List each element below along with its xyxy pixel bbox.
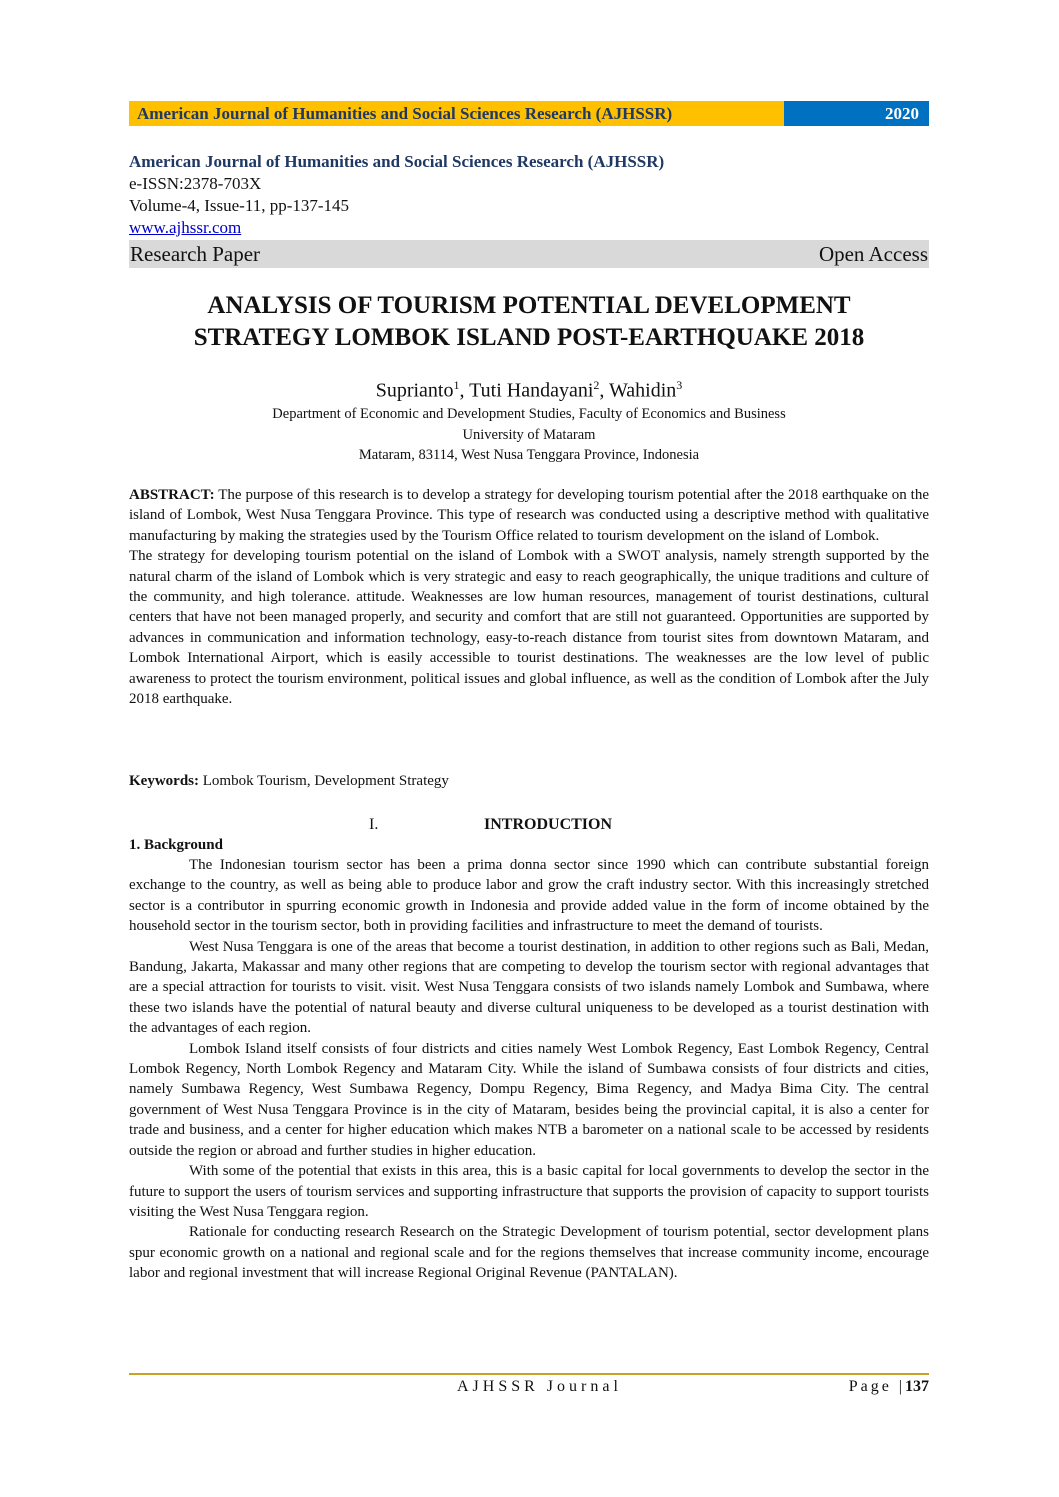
affiliation-line-2: University of Mataram xyxy=(462,426,596,443)
introduction-body xyxy=(129,855,929,1284)
footer-divider xyxy=(129,1373,929,1375)
affiliation-line-3: Mataram, 83114, West Nusa Tenggara Province, Indonesia xyxy=(358,447,700,463)
affiliation xyxy=(129,404,929,466)
author-separator: , xyxy=(459,379,470,402)
meta-journal-name: American Journal of Humanities and Social Sciences Research (AJHSSR) xyxy=(129,152,665,171)
intro-paragraph: With some of the potential that exists in this area, this is a basic capital for local governments to develop the sector in the future to support the users of tourism services and supporting infrastructure that supports the provision of capacity to support tourists visiting the West Nusa Tenggara region. xyxy=(129,1163,929,1220)
meta-issn: e-ISSN:2378-703X xyxy=(129,174,262,193)
paper-title xyxy=(129,290,929,354)
author-name: Suprianto xyxy=(375,379,454,402)
abstract-label: ABSTRACT: xyxy=(129,487,215,503)
abstract-text-1: The purpose of this research is to develop a strategy for developing tourism potential after the 2018 earthquake on the island of Lombok, West Nusa Tenggara Province. This type of research was conducted using a descriptive method with qualitative manufacturing by making the strategies used by the Tourism Office related to tourism development on the island of Lombok. xyxy=(129,487,929,544)
access-type-label: Open Access xyxy=(818,242,928,266)
journal-website-link[interactable]: www.ajhssr.com xyxy=(129,218,242,237)
keywords-text: Lombok Tourism, Development Strategy xyxy=(199,773,449,789)
section-number: I. xyxy=(369,816,379,833)
running-header xyxy=(129,101,929,126)
intro-paragraph: The Indonesian tourism sector has been a prima donna sector since 1990 which can contribute substantial foreign exchange to the country, as well as being able to produce labor and grow the craft industry sector. With this increasingly stretched sector is a contributor in spurring economic growth in Indonesia and provide added value in the form of income obtained by the household sector in the tourism sector, both in providing facilities and infrastructure to meet the demand of tourists. xyxy=(129,857,929,935)
footer-journal: AJHSSR Journal xyxy=(457,1378,622,1395)
author-name: Wahidin xyxy=(609,379,677,402)
keywords xyxy=(129,771,929,791)
abstract-paragraph-2: The strategy for developing tourism potential on the island of Lombok with a SWOT analysis, namely strength supported by the natural charm of the island of Lombok which is very strategic and easy to reach geographically, the unique traditions and culture of the community, and high tolerance. attitude. Weaknesses are low human resources, management of tourist destinations, cultural centers that have not been managed properly, and security and comfort that are still not guaranteed. Opportunities are supported by advances in communication and information technology, easy-to-reach distance from tourist sites from downtown Mataram, and Lombok International Airport, which is easily accessible to tourist destinations. The weaknesses are the low level of public awareness to protect the tourism environment, political issues and global influence, as well as the condition of Lombok after the July 2018 earthquake. xyxy=(129,548,929,708)
footer-page-number: 137 xyxy=(905,1378,929,1395)
header-journal-name: American Journal of Humanities and Social Sciences Research (AJHSSR) xyxy=(129,101,784,126)
intro-paragraph: West Nusa Tenggara is one of the areas that become a tourist destination, in addition to other regions such as Bali, Medan, Bandung, Jakarta, Makassar and many other regions that are competing to develop the tourism sector with regional advantages that are a special attraction for tourists to visit. visit. West Nusa Tenggara consists of two islands namely Lombok and Sumbawa, where these two islands have the potential of natural beauty and diverse cultural uniqueness to be developed as a tourist destination with the advantages of each region. xyxy=(129,938,929,1037)
paper-type-bar xyxy=(129,240,929,268)
author-name: Tuti Handayani xyxy=(469,379,594,402)
page-footer xyxy=(129,1376,929,1398)
footer-page-label: Page | xyxy=(848,1378,905,1395)
author-affil-mark: 3 xyxy=(676,378,683,392)
intro-paragraph: Rationale for conducting research Research on the Strategic Development of tourism potential, sector development plans spur economic growth on a national and regional scale and for the regions themselves that increase community income, encourage labor and regional investment that will increase Regional Original Revenue (PANTALAN). xyxy=(129,1224,929,1282)
header-year: 2020 xyxy=(784,101,929,126)
intro-paragraph: Lombok Island itself consists of four districts and cities namely West Lombok Regency, East Lombok Regency, Central Lombok Regency, North Lombok Regency and Mataram City. While the island of Sumbawa consists of four districts and cities, namely Sumbawa Regency, West Sumbawa Regency, Dompu Regency, Bima Regency, and Madya Bima City. The central government of West Nusa Tenggara Province is in the city of Mataram, besides being the provincial capital, it is also a center for trade and business, and a center for higher education which makes NTB a barometer on a national scale to be accessed by residents outside the region or abroad and further studies in higher education. xyxy=(129,1040,929,1159)
author-list xyxy=(129,372,929,404)
footer-page xyxy=(849,1376,929,1398)
affiliation-line-1: Department of Economic and Development Studies, Faculty of Economics and Business xyxy=(272,406,786,422)
title-line-2: STRATEGY LOMBOK ISLAND POST-EARTHQUAKE 2018 xyxy=(193,324,865,351)
section-title: INTRODUCTION xyxy=(484,816,613,833)
title-line-1: ANALYSIS OF TOURISM POTENTIAL DEVELOPMENT xyxy=(207,292,851,319)
author-affil-mark: 2 xyxy=(593,378,600,392)
author-affil-mark: 1 xyxy=(453,378,460,392)
author-separator: , xyxy=(599,379,610,402)
subsection-heading: 1. Background xyxy=(129,837,223,853)
abstract xyxy=(129,485,929,709)
paper-type-label: Research Paper xyxy=(130,242,261,266)
meta-volume: Volume-4, Issue-11, pp-137-145 xyxy=(129,196,350,215)
abstract-paragraph-1 xyxy=(129,485,929,546)
keywords-label: Keywords: xyxy=(129,773,199,789)
journal-meta xyxy=(129,151,929,239)
